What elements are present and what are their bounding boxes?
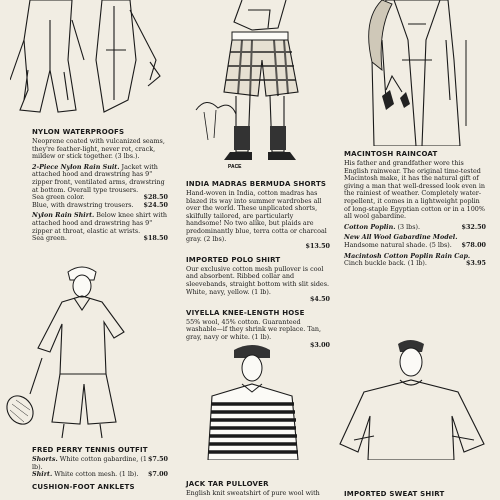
rain-shirt-price: $18.50	[143, 234, 168, 243]
rain-shirt-description	[32, 212, 168, 235]
gabardine-name: New All Wool Gabardine Model.	[344, 233, 458, 242]
jack-tar-pullover-illustration	[190, 340, 316, 460]
rain-suit-blue-line: Blue, with drawstring trousers. $24.50	[32, 200, 168, 209]
rain-suit-illustration	[10, 0, 170, 128]
anklets-heading: CUSHION-FOOT ANKLETS	[32, 482, 135, 491]
bermuda-price-line	[186, 243, 330, 251]
raincoat-section	[344, 150, 486, 268]
tennis-player-illustration	[2, 262, 172, 444]
polo-price: $4.50	[309, 295, 330, 304]
rain-suit-green-line: Sea green color. $28.50	[32, 193, 168, 202]
tennis-shorts-line: Shorts. White cotton gabardine, (1 lb). $7.50	[32, 455, 168, 471]
waterproofs-intro: Neoprene coated with vulcanized seams, they're feather-light, never rot, crack, mildew or stick together. (3 lbs.).	[32, 137, 165, 161]
artist-signature: PACE	[228, 164, 242, 170]
rain-suit-blue-price: $24.50	[143, 200, 168, 209]
tennis-shirt-line: Shirt. White cotton mesh. (1 lb). $7.00	[32, 470, 168, 479]
gabardine-price: $78.00	[461, 240, 486, 249]
tennis-shorts-price: $7.50	[147, 455, 168, 463]
rain-cap-name: Macintosh Cotton Poplin Rain Cap.	[344, 251, 471, 260]
rain-shirt-line: Sea green. $18.50	[32, 234, 168, 243]
bermuda-price: $13.50	[305, 242, 330, 251]
rain-shirt-name: Nylon Rain Shirt.	[32, 211, 95, 220]
poplin-line: Cotton Poplin. (3 lbs). $32.50	[344, 222, 486, 231]
sweat-shirt-illustration	[334, 336, 494, 460]
rain-cap-line: Cinch buckle back. (1 lb). $3.95	[344, 259, 486, 268]
tennis-heading: FRED PERRY TENNIS OUTFIT	[32, 446, 148, 454]
sweatshirt-section	[344, 490, 486, 500]
raincoat-description: His father and grandfather wore this English rainwear. The original time-tested Macintosh make, it has the natural gift of giving a man that well-dressed look even in the rainiest of weather. Completely water-repellent, it comes in a lightweight poplin of long-staple Egyptian cotton or in a 100% all wool gabardine.	[344, 159, 485, 221]
jacktar-section	[186, 480, 330, 498]
rain-cap-price: $3.95	[465, 259, 486, 268]
rain-suit-desc: Jacket with attached hood and drawstring has 9" zipper front, ventilated arms, drawstring at bottom. Overall type trousers.	[32, 162, 165, 194]
rain-suit-name: 2-Piece Nylon Rain Suit.	[32, 162, 120, 171]
jacktar-heading: JACK TAR PULLOVER	[186, 480, 269, 488]
waterproofs-heading: NYLON WATERPROOFS	[32, 128, 125, 136]
polo-description: Our exclusive cotton mesh pullover is cool and absorbent. Ribbed collar and sleevebands, straight bottom with slit sides. White, navy, yellow. (1 lb).	[186, 264, 330, 296]
tennis-shirt-price: $7.00	[147, 470, 168, 479]
rain-shirt-desc: Below knee shirt with attached hood and drawstring has 9" zipper at throat, elastic at wrists.	[32, 211, 168, 235]
rain-suit-green-price: $28.50	[143, 193, 168, 202]
jacktar-description: English knit sweatshirt of pure wool with	[186, 489, 320, 497]
poplin-price: $32.50	[461, 222, 486, 231]
bermuda-shorts-illustration	[186, 0, 336, 178]
gabardine-line: Handsome natural shade. (5 lbs). $78.00	[344, 240, 486, 249]
poplin-label: Cotton Poplin.	[344, 222, 396, 231]
hose-heading: VIYELLA KNEE-LENGTH HOSE	[186, 308, 305, 317]
raincoat-heading: MACINTOSH RAINCOAT	[344, 150, 438, 158]
bermuda-heading: INDIA MADRAS BERMUDA SHORTS	[186, 180, 327, 188]
tennis-section	[32, 446, 168, 493]
raincoat-illustration	[342, 0, 492, 146]
hose-description: 55% wool, 45% cotton. Guaranteed washable—if they shrink we replace. Tan, gray, navy or white. (1 lb).	[186, 317, 322, 341]
bermuda-description: Hand-woven in India, cotton madras has blazed its way into summer wardrobes all over the world. These unplicated shorts, skilfully tailored, are particularly handsome! No two alike, but plaids are predominantly blue, terra cotta or charcoal gray. (2 lbs).	[186, 189, 327, 243]
rain-suit-description	[32, 164, 168, 194]
waterproofs-section	[32, 128, 168, 243]
polo-price-line	[186, 296, 330, 304]
polo-heading: IMPORTED POLO SHIRT	[186, 255, 281, 264]
hose-price: $3.00	[309, 340, 330, 349]
middle-column	[186, 180, 330, 349]
sweatshirt-heading: IMPORTED SWEAT SHIRT	[344, 490, 445, 498]
hose-price-line	[186, 342, 330, 350]
